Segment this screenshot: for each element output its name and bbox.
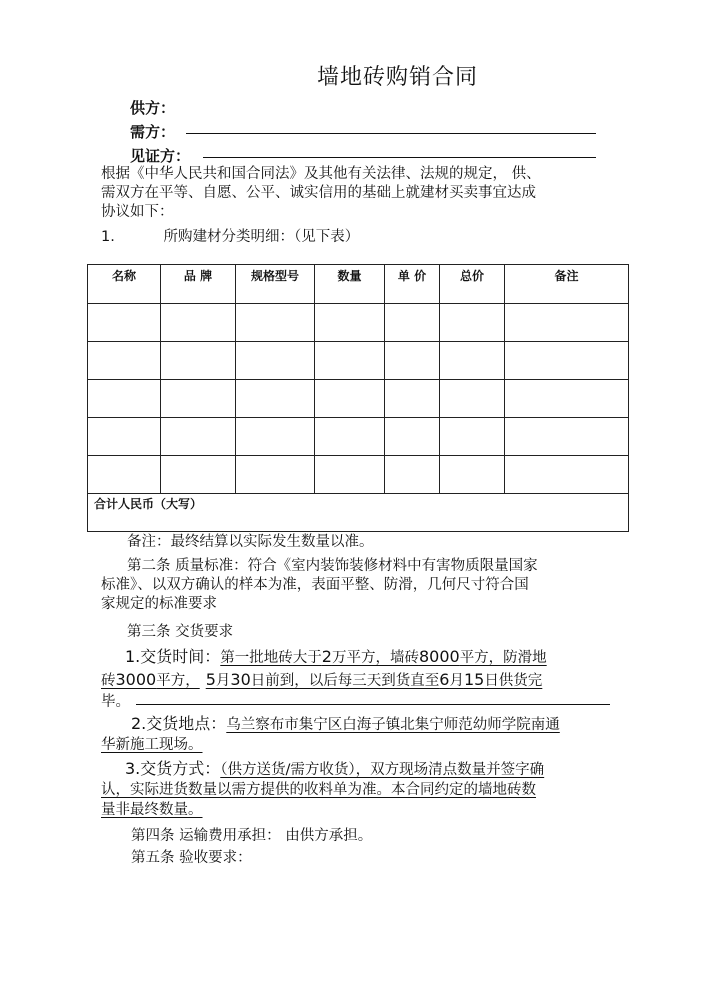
delivery-text: 月 (215, 673, 231, 689)
table-cell[interactable] (385, 418, 440, 456)
table-cell[interactable] (161, 342, 236, 380)
table-cell[interactable] (440, 456, 505, 494)
table-cell[interactable] (161, 380, 236, 418)
delivery-method-value: （供方送货/需方收货），双方现场清点数量并签字确 (220, 762, 545, 778)
delivery-number: 6 (439, 670, 450, 689)
delivery-time-value (220, 647, 547, 666)
table-cell[interactable] (440, 380, 505, 418)
article-3-heading: 第三条 交货要求 (127, 624, 234, 640)
delivery-method-line: 量非最终数量。 (101, 802, 203, 818)
table-cell[interactable] (440, 304, 505, 342)
intro-line: 协议如下： (101, 204, 174, 220)
page-title: 墙地砖购销合同 (316, 65, 478, 90)
delivery-number: 15 (463, 670, 485, 689)
table-cell[interactable] (161, 304, 236, 342)
table-cell[interactable] (88, 304, 161, 342)
table-cell[interactable] (236, 304, 315, 342)
article-4: 第四条 运输费用承担： 由供方承担。 (131, 828, 373, 844)
table-cell[interactable] (236, 418, 315, 456)
table-total-row (88, 494, 629, 532)
article-2-line: 标准》、以双方确认的样本为准，表面平整、防滑，几何尺寸符合国 (101, 577, 529, 593)
delivery-text: 平方， (156, 673, 200, 689)
delivery-number: 2 (321, 647, 332, 666)
buyer-label: 需方： (130, 123, 176, 141)
article-1-text: 所购建材分类明细：（见下表） (163, 229, 360, 245)
table-cell[interactable] (505, 418, 629, 456)
buyer-signature-line (186, 133, 596, 134)
col-header-remarks: 备注 (505, 265, 629, 304)
delivery-text: 日供货完 (484, 673, 543, 689)
delivery-place-line: 华新施工现场。 (101, 737, 203, 753)
table-cell[interactable] (315, 304, 385, 342)
table-cell[interactable] (440, 342, 505, 380)
table-cell[interactable] (236, 342, 315, 380)
table-cell[interactable] (88, 342, 161, 380)
delivery-text: 第一批地砖大于 (220, 650, 322, 666)
table-cell[interactable] (505, 456, 629, 494)
delivery-time-line (101, 692, 547, 713)
goods-table (87, 264, 629, 532)
article-2 (101, 557, 538, 614)
table-cell[interactable] (161, 418, 236, 456)
table-cell[interactable] (88, 380, 161, 418)
table-cell[interactable] (88, 418, 161, 456)
delivery-text: 日前到，以后每三天到货直至 (250, 673, 440, 689)
table-row (88, 342, 629, 380)
table-cell[interactable] (385, 304, 440, 342)
delivery-text: 砖 (101, 673, 116, 689)
table-row (88, 380, 629, 418)
table-row (88, 456, 629, 494)
table-cell[interactable] (236, 456, 315, 494)
article-1 (101, 228, 359, 247)
witness-label: 见证方： (130, 147, 191, 165)
col-header-brand: 品 牌 (161, 265, 236, 304)
table-cell[interactable] (385, 456, 440, 494)
table-cell[interactable] (505, 380, 629, 418)
delivery-place-value: 乌兰察布市集宁区白海子镇北集宁师范幼师学院南通 (226, 717, 560, 733)
delivery-time-underline (136, 704, 610, 705)
delivery-time-label: 1.交货时间： (125, 647, 221, 666)
table-cell[interactable] (385, 342, 440, 380)
note-text: 备注：最终结算以实际发生数量以准。 (127, 534, 374, 550)
table-cell[interactable] (440, 418, 505, 456)
table-cell[interactable] (161, 456, 236, 494)
delivery-method-line: 认，实际进货数量以需方提供的收料单为准。本合同约定的墙地砖数 (101, 782, 536, 798)
delivery-text: 毕。 (101, 694, 130, 710)
delivery-number: 3000 (115, 670, 157, 689)
table-row (88, 304, 629, 342)
total-amount-label[interactable]: 合计人民币（大写） (88, 494, 629, 532)
delivery-place-line (101, 714, 560, 735)
delivery-method (101, 759, 544, 820)
article-2-line: 第二条 质量标准：符合《室内装饰装修材料中有害物质限量国家 (127, 558, 538, 574)
table-cell[interactable] (88, 456, 161, 494)
table-cell[interactable] (505, 304, 629, 342)
supplier-label: 供方： (130, 99, 176, 117)
witness-signature-line (203, 157, 596, 158)
delivery-number: 5 (205, 670, 216, 689)
delivery-place-label: 2.交货地点： (131, 714, 227, 733)
delivery-text: 月 (449, 673, 464, 689)
delivery-text: 万平方，墙砖 (331, 650, 419, 666)
table-cell[interactable] (315, 456, 385, 494)
intro-line: 根据《中华人民共和国合同法》及其他有关法律、法规的规定， 供、 (101, 166, 541, 182)
article-1-number: 1. (101, 229, 115, 245)
table-cell[interactable] (315, 342, 385, 380)
delivery-time (101, 646, 547, 713)
delivery-method-label: 3.交货方式： (125, 759, 221, 778)
col-header-spec: 规格型号 (236, 265, 315, 304)
col-header-quantity: 数量 (315, 265, 385, 304)
table-header-row (88, 265, 629, 304)
intro-line: 需双方在平等、自愿、公平、诚实信用的基础上就建材买卖事宜达成 (101, 185, 536, 201)
delivery-text: 平方，防滑地 (459, 650, 547, 666)
delivery-time-line (101, 669, 547, 692)
intro-paragraph (101, 165, 541, 222)
table-cell[interactable] (505, 342, 629, 380)
delivery-method-line (101, 759, 544, 780)
table-cell[interactable] (315, 380, 385, 418)
col-header-unit-price: 单 价 (385, 265, 440, 304)
delivery-number: 8000 (418, 647, 460, 666)
table-cell[interactable] (236, 380, 315, 418)
col-header-total: 总价 (440, 265, 505, 304)
table-cell[interactable] (315, 418, 385, 456)
article-2-line: 家规定的标准要求 (101, 596, 217, 612)
table-cell[interactable] (385, 380, 440, 418)
col-header-name: 名称 (88, 265, 161, 304)
article-5: 第五条 验收要求： (131, 850, 252, 866)
table-row (88, 418, 629, 456)
delivery-place (101, 714, 560, 755)
delivery-time-line (101, 646, 547, 669)
delivery-number: 30 (230, 670, 251, 689)
